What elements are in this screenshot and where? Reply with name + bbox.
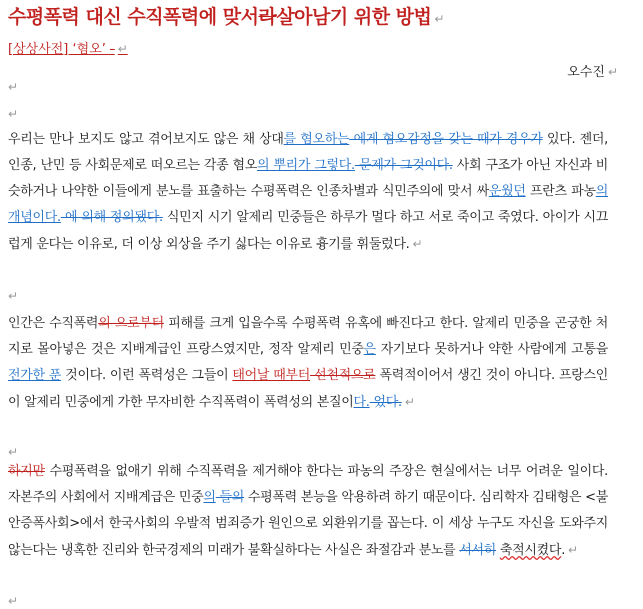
body-text: 수평폭력 본능을 악용하려 하기 때문이다. 심리학자 김태형은 <불안증폭사회>에서 한국사회의 우발적 범죄증가 원인으로 외환위기를 꼽는다. 이 세상 누구도 자신을 도와주지 않는다는 냉혹한 진리와 한국경제의 미래가 불확실하다는 사실은 좌절감과 분노를	[8, 490, 608, 558]
body-text: 있다. 젠더, 인종, 난민 등 사회문제로 떠오르는 각종 혐오	[8, 132, 608, 173]
body-paragraph-1	[8, 127, 608, 258]
empty-paragraph-mark: ↵	[8, 594, 19, 608]
tracked-deletion: 선천적으로	[310, 368, 376, 383]
body-text: 인간은 수직폭력	[8, 316, 99, 331]
subtitle-text: [상상사전] ‘혐오’	[8, 42, 111, 57]
tracked-deletion: 문제가 그것이다.	[354, 158, 453, 173]
paragraph-mark: ↵	[412, 237, 423, 251]
body-text: 수평폭력을 없애기 위해 수직폭력을 제거해야 한다는 파농의 주장은 현실에서는 너무 어려운 일이다. 자본주의 사회에서 지배계급은 민중	[8, 464, 608, 505]
author-text: 오수진	[567, 65, 605, 80]
tracked-deletion: 서서히	[459, 543, 497, 558]
body-text: 사회 구조가 아닌 자신과 비슷하거나 나약한 이들에게 분노를 표출하는 수평폭력은 인종차별과 식민주의에 맞서 싸	[8, 158, 608, 199]
paragraph-mark: ↵	[568, 543, 578, 557]
tracked-insertion: 다.	[353, 395, 370, 410]
spellcheck-flagged-word: 축적시켰다	[499, 543, 562, 558]
tracked-insertion: 운웠던	[488, 184, 526, 199]
tracked-insertion: 의 뿌리가 그렇다.	[257, 158, 355, 173]
subtitle-deleted-text: -	[110, 42, 115, 57]
body-paragraph-2	[8, 311, 608, 416]
body-text: 식민지 시기 알제리 민중들은 하루가 멀다 하고 서로 죽이고 죽였다. 아이가 시끄럽게 운다는 이유로, 더 이상 외상을 주기 싫다는 이유로 흉기를 휘둘렀다.	[8, 210, 608, 252]
empty-paragraph-mark: ↵	[8, 289, 19, 303]
title-text-after: 살아남기 위한 방법	[276, 6, 432, 28]
body-paragraph-3	[8, 459, 608, 564]
author-name	[567, 61, 618, 80]
tracked-insertion: 태어날 때부터	[232, 368, 311, 383]
body-text: 프란츠 파농	[525, 184, 596, 199]
body-text: 것이다. 이런 폭력성은 그들이	[61, 368, 233, 383]
body-text: .	[561, 543, 566, 558]
tracked-deletion: 었다.	[369, 395, 402, 410]
title-deleted-text: 라	[258, 6, 277, 28]
empty-paragraph-mark: ↵	[8, 445, 19, 459]
body-text: 피해를 크게 입을수록 수평폭력 유혹에 빠진다고 한다. 알제리 민중을 곤궁한 처지로 몰아넣은 것은 지배계급인 프랑스였지만, 정작 알제리 민중	[8, 316, 609, 357]
paragraph-mark: ↵	[404, 395, 415, 409]
document-title	[8, 2, 444, 29]
empty-paragraph-mark: ↵	[8, 80, 19, 94]
document-page	[8, 0, 626, 609]
tracked-deletion: 에 의해 정의됐다.	[60, 210, 163, 225]
tracked-insertion: 의	[203, 490, 216, 505]
tracked-insertion: 은	[363, 342, 376, 357]
tracked-insertion: 의 개념이다.	[8, 184, 608, 225]
paragraph-mark: ↵	[117, 42, 128, 56]
body-text: 폭력적이어서 생긴 것이 아니다. 프랑스인이 알제리 민중에게 가한 무자비한 수직폭력이 폭력성의 본질이	[8, 368, 608, 410]
tracked-deletion: 에게 혐오감정을 갖는 때가 경우가	[349, 132, 543, 147]
paragraph-mark: ↵	[607, 65, 618, 79]
document-subtitle	[8, 38, 128, 57]
tracked-deletion: 들의	[215, 490, 245, 505]
tracked-deletion: 하지만	[8, 464, 45, 479]
title-text-before: 수평폭력 대신 수직폭력에 맞서	[8, 6, 259, 28]
empty-paragraph-mark: ↵	[8, 107, 19, 121]
paragraph-mark: ↵	[434, 12, 444, 26]
tracked-insertion: 를 혐오하는	[283, 132, 350, 147]
body-text: 우리는 만나 보지도 않고 겪어보지도 않은 채 상대	[8, 132, 284, 147]
tracked-deletion: 의 으로부터	[98, 316, 164, 331]
tracked-insertion: 전가한 푼	[8, 368, 62, 383]
body-text: 자기보다 못하거나 약한 사람에게 고통을	[375, 342, 608, 357]
